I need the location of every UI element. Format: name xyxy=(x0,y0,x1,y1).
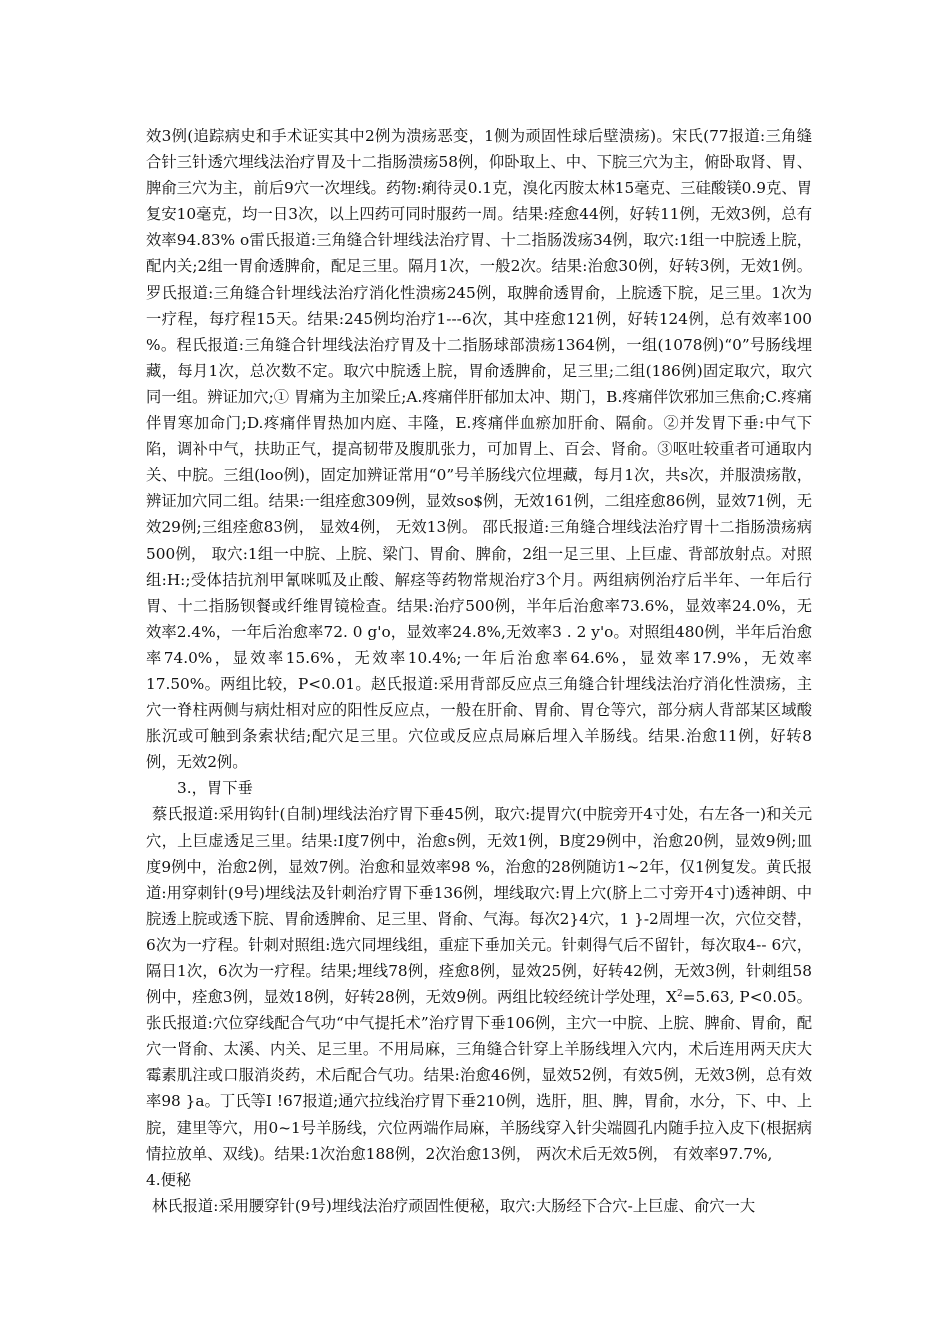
document-body xyxy=(146,123,812,1219)
section-heading-constipation: 4.便秘 xyxy=(146,1170,192,1189)
paragraph-constipation-reports: 林氏报道:采用腰穿针(9号)埋线法治疗顽固性便秘，取穴:大肠经下合穴-上巨虚、俞穴一大 xyxy=(152,1196,756,1215)
paragraph-gastroptosis-reports xyxy=(146,801,812,1166)
gastroptosis-text-part2: =5.63, P<0.05。张氏报道:穴位穿线配合气功“中气提托术”治疗胃下垂106例，主穴一中脘、上脘、脾俞、胃俞，配穴一肾俞、太溪、内关、足三里。不用局麻，三角缝合针穿上羊肠线埋入穴内，术后连用两天庆大霉素肌注或口服消炎药，术后配合气功。结果:治愈46例，显效52例，有效5例，无效3例，总有效率98 }a。丁氏等I !67报道;通穴拉线治疗胃下垂210例，选肝，胆、脾，胃俞，水分，下、中、上脘，建里等穴，用0~1号羊肠线，穴位两端作局麻，羊肠线穿入针尖端圆孔内随手拉入皮下(根据病情拉放单、双线)。结果:1次治愈188例，2次治愈13例， 两次术后无效5例， 有效率97.7%, xyxy=(146,988,812,1163)
gastroptosis-text-part1: 蔡氏报道:采用钩针(自制)埋线法治疗胃下垂45例，取穴:提胃穴(中脘旁开4寸处，右左各一)和关元穴，上巨虚透足三里。结果:I度7例中，治愈s例，无效1例，B度29例中，治愈20例，显效9例;皿度9例中，治愈2例，显效7例。治愈和显效率98 %，治愈的28例随访1~2年，仅1例复发。黄氏报道:用穿刺针(9号)埋线法及针刺治疗胃下垂136例，埋线取穴:胃上穴(脐上二寸旁开4寸)透神朗、中脘透上脘或透下脘、胃俞透脾俞、足三里、肾俞、气海。每次2}4穴，1 }-2周埋一次，穴位交替，6次为一疗程。针刺对照组:选穴同埋线组，重症下垂加关元。针刺得气后不留针，每次取4-- 6穴，隔日1次，6次为一疗程。结果;埋线78例，痊愈8例，显效25例，好转42例，无效3例，针刺组58例中，痊愈3例，显效18例，好转28例，无效9例。两组比较经统计学处理，X xyxy=(146,805,812,1007)
section-heading-gastroptosis: 3.，胃下垂 xyxy=(177,779,253,798)
chi-square-superscript: 2 xyxy=(677,989,683,999)
paragraph-ulcer-reports: 效3例(追踪病史和手术证实其中2例为溃疡恶变，1侧为顽固性球后壁溃疡)。宋氏(77报道:三角缝合针三针透穴埋线法治疗胃及十二指肠溃疡58例，仰卧取上、中、下脘三穴为主，俯卧取肾、胃、脾俞三穴为主，前后9穴一次埋线。药物:痢待灵0.1克，溴化丙胺太林15毫克、三硅酸镁0.9克、胃复安10毫克，均一日3次，以上四药可同时服药一周。结果:痊愈44例，好转11例，无效3例，总有效率94.83% o雷氏报道:三角缝合针埋线法治疗胃、十二指肠泼疡34例，取穴:1组一中脘透上脘，配内关;2组一胃俞透脾俞，配足三里。隔月1次，一般2次。结果:治愈30例，好转3例，无效1例。罗氏报道:三角缝合针埋线法治疗消化性溃疡245例，取脾俞透胃俞，上脘透下脘，足三里。1次为一疗程，每疗程15天。结果:245例均治疗1---6次，其中痊愈121例，好转124例，总有效率100 %。程氏报道:三角缝合针埋线法治疗胃及十二指肠球部溃疡1364例，一组(1078例)“0”号肠线埋藏，每月1次，总次数不定。取穴中脘透上脘，胃俞透脾俞，足三里;二组(186例)固定取穴，取穴同一组。辨证加穴;① 胃痛为主加梁丘;A.疼痛伴肝郁加太冲、期门，B.疼痛伴饮邪加三焦俞;C.疼痛伴胃寒加命门;D.疼痛伴胃热加内庭、丰隆，E.疼痛伴血瘀加肝俞、隔俞。②并发胃下垂:中气下陷，调补中气，扶助正气，提高韧带及腹肌张力，可加胃上、百会、肾俞。③呕吐较重者可通取内关、中脘。三组(loo例)，固定加辨证常用“0”号羊肠线穴位埋藏，每月1次，共s次，并服溃疡散，辨证加穴同二组。结果:一组痊愈309例，显效so$例，无效161例，二组痊愈86例，显效71例，无效29例;三组痊愈83例， 显效4例， 无效13例。 邵氏报道:三角缝合埋线法治疗胃十二指肠溃疡病500例， 取穴:1组一中脘、上脘、梁门、胃俞、脾俞，2组一足三里、上巨虚、背部放射点。对照组:H:;受体拮抗剂甲氰咪呱及止酸、解痉等药物常规治疗3个月。两组病例治疗后半年、一年后行胃、十二指肠钡餐或纤维胃镜检查。结果:治疗500例，半年后治愈率73.6%，显效率24.0%，无效率2.4%，一年后治愈率72. 0 g'o，显效率24.8%,无效率3 . 2 y'o。对照组480例，半年后治愈率74.0%，显效率15.6%，无效率10.4%;一年后治愈率64.6%，显效率17.9%，无效率17.50%。两组比较，P<0.01。赵氏报道:采用背部反应点三角缝合针埋线法治疗消化性溃疡，主穴一脊柱两侧与病灶相对应的阳性反应点，一般在肝俞、胃俞、胃仓等穴，部分病人背部某区域酸胀沉或可触到条索状结;配穴足三里。穴位或反应点局麻后埋入羊肠线。结果.治愈11例，好转8例，无效2例。 xyxy=(146,127,812,772)
